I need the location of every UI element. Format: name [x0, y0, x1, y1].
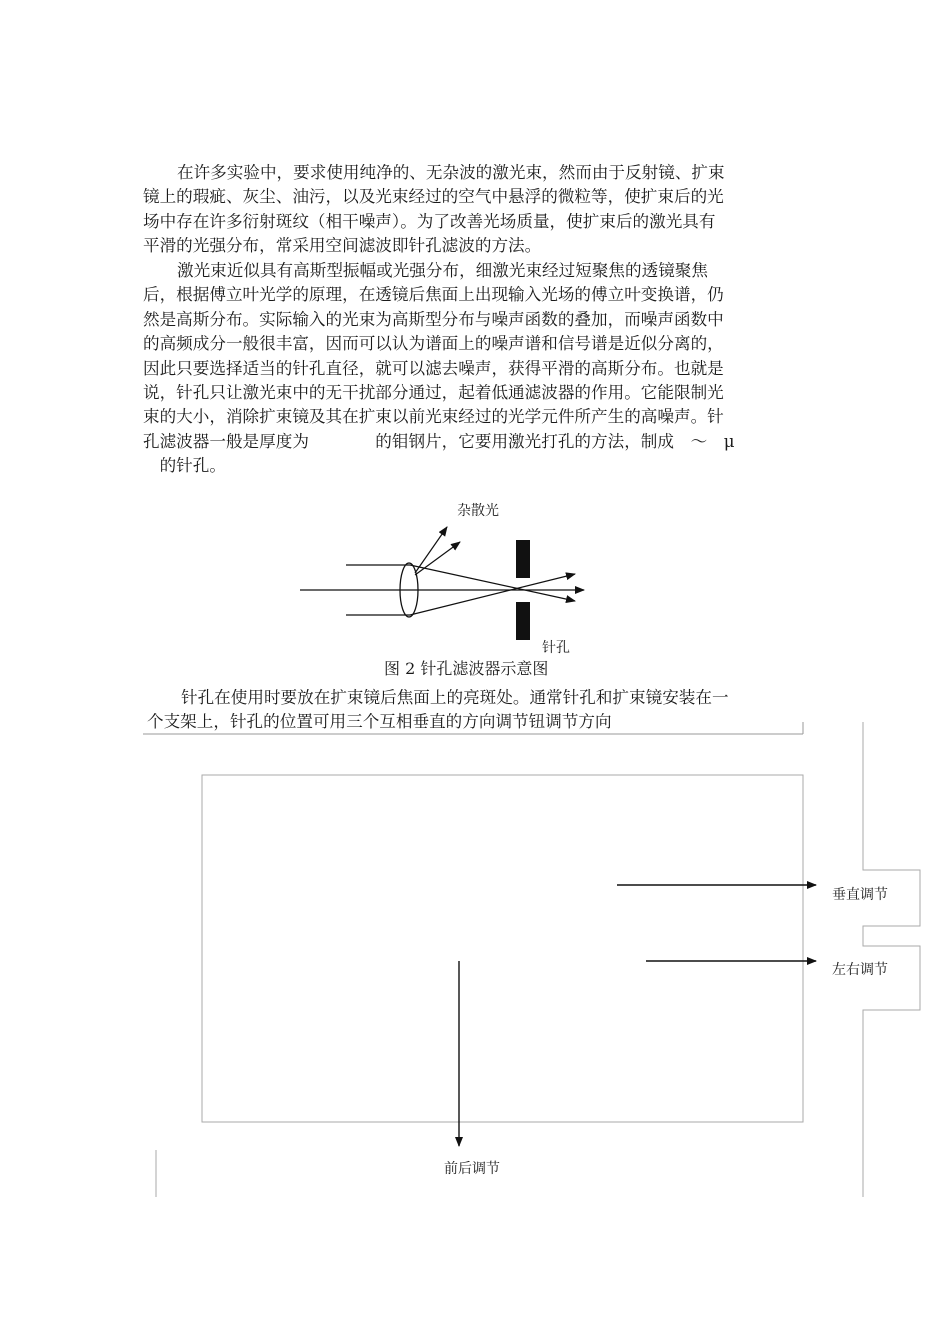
horizontal-adjust-label: 左右调节: [832, 962, 888, 978]
ray-converging-top: [410, 565, 575, 601]
figure-2-caption: 图 2 针孔滤波器示意图: [384, 659, 549, 678]
stray-light-ray-2: [415, 542, 460, 575]
text-line: 在许多实验中，要求使用纯净的、无杂波的激光束，然而由于反射镜、扩束: [177, 163, 725, 182]
paragraph-pinhole-usage: [147, 686, 812, 735]
text-line: 因此只要选择适当的针孔直径，就可以滤去噪声，获得平滑的高斯分布。也就是: [143, 358, 724, 378]
text-line: 后，根据傅立叶光学的原理，在透镜后焦面上出现输入光场的傅立叶变换谱，仍: [143, 285, 724, 305]
text-line: 孔滤波器一般是厚度为 的钼钢片，它要用激光打孔的方法，制成 ～ μ: [143, 431, 735, 451]
pinhole-label: 针孔: [542, 640, 570, 656]
text-line: 激光束近似具有高斯型振幅或光强分布，细激光束经过短聚焦的透镜聚焦: [177, 261, 708, 280]
stray-light-ray-1: [415, 527, 447, 573]
text-line: 平滑的光强分布，常采用空间滤波即针孔滤波的方法。: [143, 236, 542, 256]
vertical-adjust-label: 垂直调节: [832, 887, 888, 903]
ray-converging-bottom: [410, 574, 575, 615]
front-back-adjust-label: 前后调节: [444, 1161, 500, 1177]
text-line: 针孔在使用时要放在扩束镜后焦面上的亮斑处。通常针孔和扩束镜安装在一: [181, 688, 729, 707]
pinhole-plate-top: [516, 540, 530, 578]
adjuster-frame: [202, 775, 803, 1122]
stray-light-label: 杂散光: [457, 503, 499, 519]
text-line: 然是高斯分布。实际输入的光束为高斯型分布与噪声函数的叠加，而噪声函数中: [143, 309, 724, 329]
pinhole-plate-bottom: [516, 602, 530, 640]
text-line: 个支架上，针孔的位置可用三个互相垂直的方向调节钮调节方向: [147, 712, 612, 732]
text-line: 的高频成分一般很丰富，因而可以认为谱面上的噪声谱和信号谱是近似分离的，: [143, 334, 724, 354]
text-line: 镜上的瑕疵、灰尘、油污，以及光束经过的空气中悬浮的微粒等，使扩束后的光: [143, 187, 724, 207]
text-line: 说，针孔只让激光束中的无干扰部分通过，起着低通滤波器的作用。它能限制光: [143, 383, 724, 403]
text-line: 的针孔。: [143, 456, 226, 476]
text-line: 场中存在许多衍射斑纹（相干噪声）。为了改善光场质量，使扩束后的激光具有: [143, 211, 716, 231]
text-line: 束的大小，消除扩束镜及其在扩束以前光束经过的光学元件所产生的高噪声。针: [143, 407, 724, 427]
